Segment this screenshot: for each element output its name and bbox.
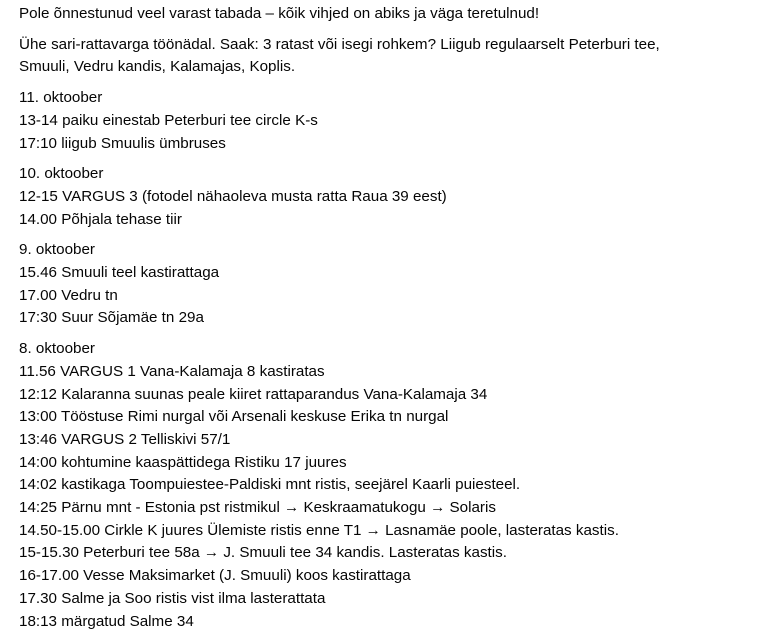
date-heading: 11. oktoober [19, 89, 103, 107]
post-line: Pole õnnestunud veel varast tabada – kõik vihjed on abiks ja väga teretulnud! [19, 5, 540, 22]
timeline-entry: 14.50-15.00 Cirkle K juures Ülemiste ristis enne T1 → Lasnamäe poole, lasteratas kastis. [19, 521, 619, 539]
timeline-entry: 14:25 Pärnu mnt - Estonia pst ristmikul → Keskraamatukogu → Solaris [19, 499, 496, 517]
post-paragraph-oct-10 [19, 163, 764, 231]
date-heading: 10. oktoober [19, 165, 104, 183]
post-paragraph-oct-9 [19, 239, 764, 330]
date-heading: 9. oktoober [19, 241, 95, 259]
timeline-entry: 13:46 VARGUS 2 Telliskivi 57/1 [19, 430, 231, 448]
timeline-entry: 11.56 VARGUS 1 Vana-Kalamaja 8 kastiratas [19, 362, 325, 380]
timeline-entry: 14.00 Põhjala tehase tiir [19, 210, 182, 228]
timeline-entry: 17.00 Vedru tn [19, 286, 118, 304]
post-paragraph-oct-11 [19, 87, 764, 155]
post-line: Smuuli, Vedru kandis, Kalamajas, Koplis. [19, 58, 296, 76]
timeline-entry: 13-14 paiku einestab Peterburi tee circle K-s [19, 111, 318, 129]
timeline-entry: 12:12 Kalaranna suunas peale kiiret rattaparandus Vana-Kalamaja 34 [19, 385, 488, 403]
post-body [19, 3, 764, 641]
timeline-entry: 17.30 Salme ja Soo ristis vist ilma lasterattata [19, 589, 326, 607]
timeline-entry: 13:00 Tööstuse Rimi nurgal või Arsenali keskuse Erika tn nurgal [19, 408, 449, 426]
post-paragraph-oct-8 [19, 338, 764, 633]
timeline-entry: 12-15 VARGUS 3 (fotodel nähaoleva musta ratta Raua 39 eest) [19, 187, 447, 205]
timeline-entry: 18:13 märgatud Salme 34 [19, 612, 194, 630]
post-line: Ühe sari-rattavarga töönädal. Saak: 3 ratast või isegi rohkem? Liigub regulaarselt Peterburi tee, [19, 35, 660, 53]
timeline-entry: 15.46 Smuuli teel kastirattaga [19, 264, 220, 282]
post-paragraph-appeal [19, 3, 764, 26]
timeline-entry: 15-15.30 Peterburi tee 58a → J. Smuuli tee 34 kandis. Lasteratas kastis. [19, 544, 507, 562]
date-heading: 8. oktoober [19, 340, 95, 358]
timeline-entry: 14:02 kastikaga Toompuiestee-Paldiski mnt ristis, seejärel Kaarli puiesteel. [19, 476, 521, 494]
post-paragraph-intro [19, 34, 764, 79]
timeline-entry: 14:00 kohtumine kaaspättidega Ristiku 17 juures [19, 453, 347, 471]
timeline-entry: 16-17.00 Vesse Maksimarket (J. Smuuli) koos kastirattaga [19, 567, 411, 585]
timeline-entry: 17:10 liigub Smuulis ümbruses [19, 134, 226, 152]
timeline-entry: 17:30 Suur Sõjamäe tn 29a [19, 309, 204, 327]
